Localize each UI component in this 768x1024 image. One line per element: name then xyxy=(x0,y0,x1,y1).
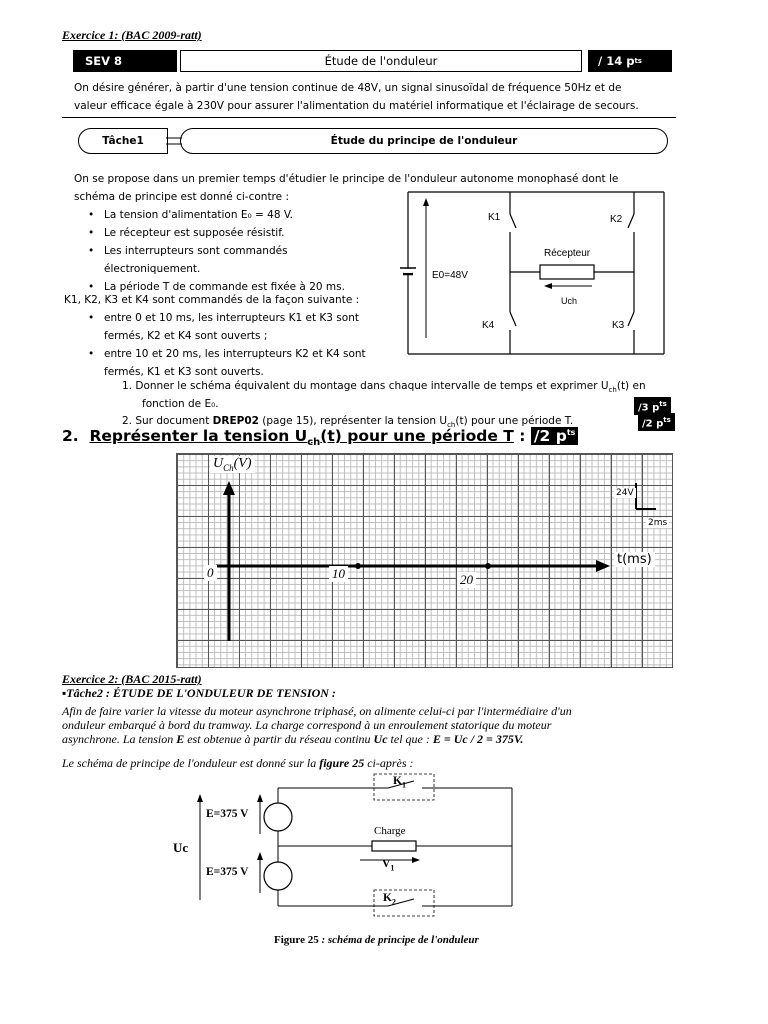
k3-label: K3 xyxy=(612,320,625,331)
exercise1-title: Exercice 1: (BAC 2009-ratt) xyxy=(62,28,202,42)
exercise2-paragraph: Afin de faire varier la vitesse du moteur asynchrone triphasé, on alimente celui-ci par l'intermédiaire d'un onduleur embarqué à bord du tramway. La charge correspond à un enroulement statorique du moteur asynchrone. La tension E est obtenue à partir du réseau continu Uc tel que : E = Uc / 2 = 375V. xyxy=(62,704,572,746)
question1-line2: fonction de E₀. xyxy=(142,398,219,410)
bullet-item: • La période T de commande est fixée à 20 ms. xyxy=(82,278,382,296)
question2-points: /2 $p^{ts}$ xyxy=(638,413,675,431)
question2-heading: 2. Représenter la tension $U_{ch}(t)$ pour une période T : /2 $p^{ts}$ xyxy=(62,427,578,448)
schema-intro: Le schéma de principe de l'onduleur est donné sur la figure 25 ci-après : xyxy=(62,756,414,770)
points-box: / 14 p ts xyxy=(588,50,672,72)
charge-label: Charge xyxy=(374,825,406,837)
question2-short: 2. Sur document DREP02 (page 15), représenter la tension $U_{ch}(t)$ pour une période T. xyxy=(122,415,574,430)
bullet-item: • Les interrupteurs sont commandés xyxy=(82,242,382,260)
v1-label: $V_1$ xyxy=(382,858,395,873)
graph-axes xyxy=(176,453,673,668)
e-bottom-label: E=375 V xyxy=(206,866,249,878)
e-top-label: E=375 V xyxy=(206,808,249,820)
figure25-caption: Figure 25 : schéma de principe de l'onduleur xyxy=(274,934,479,946)
k4-label: K4 xyxy=(482,320,495,331)
bullet-item: • La tension d'alimentation E₀ = 48 V. xyxy=(82,206,382,224)
tick-label-10: 10 xyxy=(329,566,348,582)
task1-label: Tâche1 xyxy=(78,128,168,154)
question1-points: /3 $p^{ts}$ xyxy=(634,397,671,415)
k2-label: $K_2$ xyxy=(383,892,396,907)
question1: 1. Donner le schéma équivalent du montage dans chaque intervalle de temps et exprimer $U_{ch}(t)$ en xyxy=(122,380,646,395)
task1-title: Étude du principe de l'onduleur xyxy=(180,128,668,154)
command-intro: K1, K2, K3 et K4 sont commandés de la façon suivante : xyxy=(64,294,360,306)
intro-paragraph: On désire générer, à partir d'une tension continue de 48V, un signal sinusoïdal de fréquence 50Hz et de valeur efficace égale à 230V pour assurer l'alimentation du matériel informatique et l'éclairage de secours. xyxy=(74,82,639,112)
x-axis-label: t(ms) xyxy=(614,552,655,567)
bullet-item-continued: fermés, K2 et K4 sont ouverts ; xyxy=(104,330,268,342)
bullet-item: • Le récepteur est supposée résistif. xyxy=(82,224,382,242)
sev-box: SEV 8 xyxy=(73,50,177,72)
figure25-circuit xyxy=(160,772,530,922)
k2-label: K2 xyxy=(610,214,623,225)
task1-paragraph: On se propose dans un premier temps d'étudier le principe de l'onduleur autonome monophasé dont le schéma de principe est donné ci-contre : xyxy=(74,173,619,203)
task2-heading: ▪Tâche2 : ÉTUDE DE L'ONDULEUR DE TENSION : xyxy=(62,686,336,700)
inverter-circuit-diagram xyxy=(398,188,674,358)
scale-time-label: 2ms xyxy=(648,518,668,528)
command-bullets xyxy=(82,309,392,381)
uc-label: Uc xyxy=(173,840,189,855)
receiver-label: Récepteur xyxy=(544,248,591,259)
y-axis-label: $U_{Ch}(V)$ xyxy=(210,456,255,473)
separator-line xyxy=(62,117,676,118)
k1-label: $K_1$ xyxy=(393,775,406,790)
question2-points-badge: /2 $p^{ts}$ xyxy=(531,427,579,445)
scale-voltage-label: 24V xyxy=(616,488,634,498)
bullet-item: • entre 0 et 10 ms, les interrupteurs K1 et K3 sont xyxy=(82,309,392,327)
source-label: E0=48V xyxy=(432,270,468,281)
bullet-item: • entre 10 et 20 ms, les interrupteurs K2 et K4 sont xyxy=(82,345,392,363)
origin-label: 0 xyxy=(204,565,217,581)
exercise2-title: Exercice 2: (BAC 2015-ratt) xyxy=(62,672,202,686)
tick-label-20: 20 xyxy=(457,572,476,588)
section-title-box: Étude de l'onduleur xyxy=(180,50,582,72)
bullet-item-continued: fermés, K1 et K3 sont ouverts. xyxy=(104,366,264,378)
bullet-item-continued: électroniquement. xyxy=(104,263,201,275)
uch-label: Uch xyxy=(561,296,578,306)
task1-bullets xyxy=(82,206,382,296)
k1-label: K1 xyxy=(488,212,501,223)
